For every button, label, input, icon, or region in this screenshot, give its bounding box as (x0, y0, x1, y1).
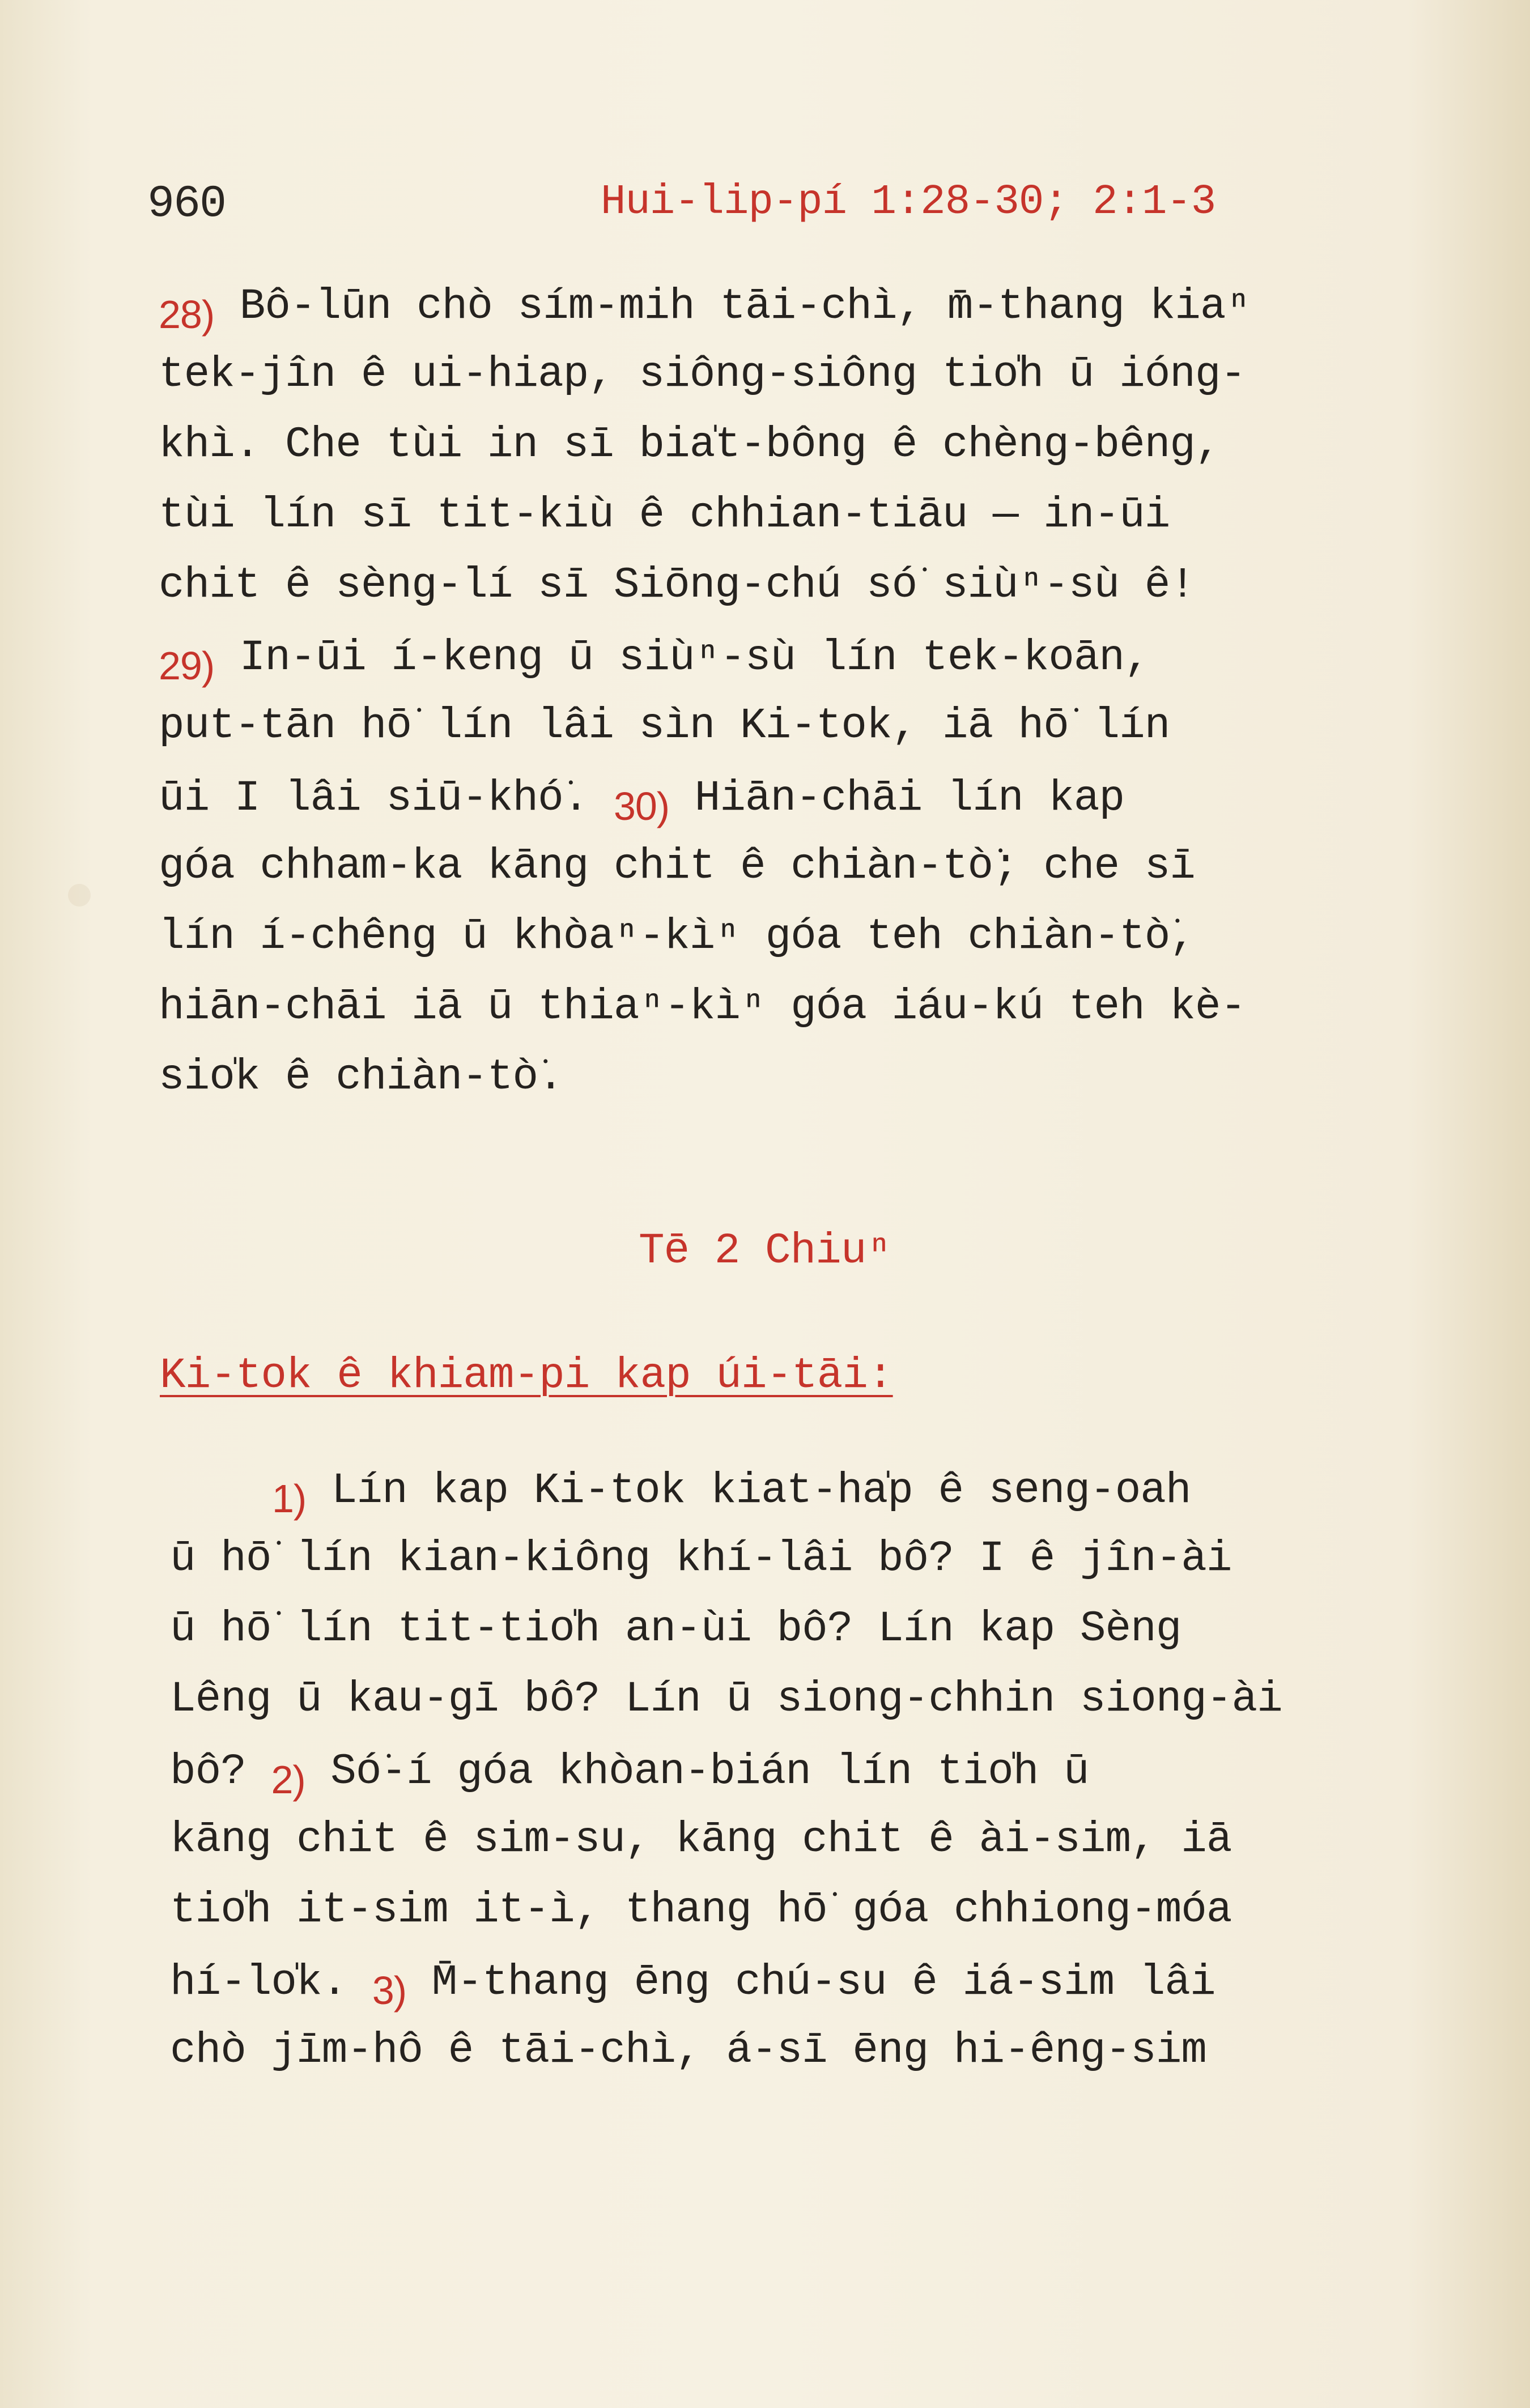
line-text: góa chham-ka kāng chit ê chiàn-tò͘; che sī (159, 842, 1195, 891)
chapter1-text (159, 269, 1428, 1112)
line-text: Bô-lūn chò sím-mih tāi-chì, m̄-thang kiaⁿ (239, 282, 1251, 331)
line-text: Hiān-chāi lín kap (694, 774, 1125, 823)
line-text: M̄-thang ēng chú-su ê iá-sim lâi (431, 1958, 1216, 2007)
line-text: chit ê sèng-lí sī Siōng-chú só͘ siùⁿ-sù ê! (159, 561, 1195, 610)
line-text: lín í-chêng ū khòaⁿ-kìⁿ góa teh chiàn-tò͘, (159, 912, 1195, 961)
text-line (159, 901, 1428, 972)
text-line (159, 480, 1428, 550)
text-line (159, 831, 1428, 901)
verse-number: 28) (159, 292, 215, 337)
line-text: put-tān hō͘ lín lâi sìn Ki-tok, iā hō͘ lín (159, 701, 1170, 750)
text-line (170, 1453, 1439, 1524)
verse-number: 3) (372, 1968, 407, 2013)
verse-number: 1) (272, 1477, 307, 1521)
text-line (170, 1734, 1439, 1805)
line-text: khì. Che tùi in sī bia̍t-bông ê chèng-bêng, (159, 420, 1221, 469)
text-line (159, 972, 1428, 1042)
verse-number: 2) (271, 1758, 305, 1802)
line-text: Lín kap Ki-tok kiat-ha̍p ê seng-oah (331, 1466, 1191, 1515)
line-text: ūi I lâi siū-khó͘. (159, 774, 589, 823)
line-text: Só͘-í góa khòan-bián lín tio̍h ū (330, 1747, 1089, 1796)
text-line (170, 1664, 1439, 1734)
line-text: bô? (170, 1747, 246, 1796)
running-head: Hui-lip-pí 1:28-30; 2:1-3 (601, 178, 1216, 226)
text-line (159, 691, 1428, 761)
text-line (159, 410, 1428, 480)
verse-number: 29) (159, 644, 215, 688)
text-line (170, 2015, 1439, 2086)
text-line (159, 269, 1428, 339)
text-line (159, 550, 1428, 620)
line-text: chò jīm-hô ê tāi-chì, á-sī ēng hi-êng-sim (170, 2026, 1206, 2075)
text-line (170, 1945, 1439, 2015)
page-number: 960 (147, 178, 226, 230)
text-line (159, 1042, 1428, 1112)
page-header (0, 178, 1530, 241)
text-line (170, 1594, 1439, 1664)
text-line (170, 1524, 1439, 1594)
line-text: tio̍h it-sim it-ì, thang hō͘ góa chhiong-móa (170, 1886, 1232, 1934)
line-text: hiān-chāi iā ū thiaⁿ-kìⁿ góa iáu-kú teh kè- (159, 982, 1246, 1031)
line-text: In-ūi í-keng ū siùⁿ-sù lín tek-koān, (239, 633, 1150, 682)
text-line (159, 761, 1428, 831)
line-text: sio̍k ê chiàn-tò͘. (159, 1053, 563, 1101)
chapter2-text (170, 1453, 1439, 2086)
text-line (159, 620, 1428, 691)
line-text: tùi lín sī tit-kiù ê chhian-tiāu — in-ūi (159, 491, 1170, 539)
line-text: tek-jîn ê ui-hiap, siông-siông tio̍h ū ióng- (159, 350, 1246, 399)
line-text: ū hō͘ lín kian-kiông khí-lâi bô? I ê jîn-ài (170, 1534, 1232, 1583)
verse-number: 30) (613, 784, 670, 828)
section-heading: Ki-tok ê khiam-pi kap úi-tāi: (160, 1351, 893, 1400)
line-text: hí-lo̍k. (170, 1958, 347, 2007)
text-line (159, 339, 1428, 410)
line-text: ū hō͘ lín tit-tio̍h an-ùi bô? Lín kap Sèng (170, 1605, 1182, 1653)
text-line (170, 1805, 1439, 1875)
text-line (170, 1875, 1439, 1945)
chapter-title: Tē 2 Chiuⁿ (638, 1227, 892, 1275)
ink-speck (68, 884, 91, 907)
line-text: Lêng ū kau-gī bô? Lín ū siong-chhin siong-ài (170, 1675, 1282, 1724)
line-text: kāng chit ê sim-su, kāng chit ê ài-sim, iā (170, 1815, 1232, 1864)
